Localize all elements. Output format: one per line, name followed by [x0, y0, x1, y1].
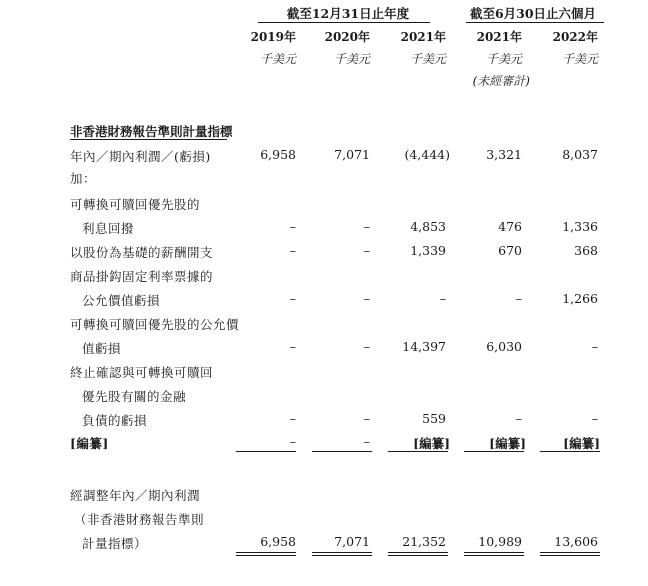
cell-value: – [515, 411, 522, 426]
cell-value: 4,853 [410, 219, 446, 234]
row-label-pref-fv-cont: 值虧損 [82, 341, 122, 356]
cell-value: – [289, 411, 296, 426]
group-header-years: 截至12月31日止年度 [286, 6, 410, 21]
total-double-underline [312, 552, 372, 556]
row-label-adjusted-cont: （非香港財務報告準則 [74, 512, 205, 527]
cell-value: 14,397 [402, 339, 446, 354]
row-label-pref-fv: 可轉換可贖回優先股的公允價 [70, 317, 240, 332]
subtotal-underline [236, 451, 296, 452]
col-header-note: (未經審計) [472, 74, 530, 88]
col-header-year: 2019年 [250, 30, 296, 44]
cell-value: 368 [574, 243, 598, 258]
row-label-adjusted: 經調整年內／期內利潤 [70, 488, 201, 503]
cell-value: 476 [498, 219, 522, 234]
cell-value-redacted: [編纂] [489, 436, 526, 451]
col-header-year: 2021年 [400, 30, 446, 44]
cell-value: – [363, 434, 370, 449]
col-header-unit: 千美元 [485, 52, 522, 66]
total-double-underline [464, 552, 524, 556]
cell-value-total: 13,606 [554, 534, 598, 549]
row-label-pref-interest-cont: 利息回撥 [82, 221, 135, 236]
section-title: 非香港財務報告準則計量指標 [70, 124, 233, 139]
row-label-share-comp: 以股份為基礎的薪酬開支 [70, 245, 214, 260]
col-header-unit: 千美元 [259, 52, 296, 66]
cell-value: – [363, 243, 370, 258]
cell-value: – [363, 219, 370, 234]
subtotal-underline [464, 451, 524, 452]
total-double-underline [236, 552, 296, 556]
row-label-notes-cont: 公允價值虧損 [82, 293, 161, 308]
row-label-pref-interest: 可轉換可贖回優先股的 [70, 197, 201, 212]
subtotal-underline [312, 451, 372, 452]
row-label-profit: 年內／期內利潤／(虧損) [70, 149, 211, 164]
cell-value: 6,958 [260, 147, 296, 162]
cell-value: 559 [422, 411, 446, 426]
total-double-underline [540, 552, 600, 556]
cell-value: – [289, 219, 296, 234]
cell-value: – [363, 339, 370, 354]
row-label-add: 加： [70, 171, 97, 186]
col-header-unit: 千美元 [333, 52, 370, 66]
row-label-adjusted-cont: 計量指標） [82, 536, 148, 551]
cell-value: – [515, 291, 522, 306]
row-label-redacted: [編纂] [70, 436, 109, 451]
section-title-underline [70, 139, 227, 140]
cell-value-redacted: [編纂] [413, 436, 450, 451]
row-label-notes: 商品掛鈎固定利率票據的 [70, 269, 214, 284]
cell-value: 6,030 [486, 339, 522, 354]
cell-value-total: 10,989 [478, 534, 522, 549]
subtotal-underline [540, 451, 600, 452]
cell-value: – [289, 291, 296, 306]
cell-value: – [591, 339, 598, 354]
cell-value: 7,071 [334, 147, 370, 162]
row-label-derecog-cont: 優先股有關的金融 [82, 389, 187, 404]
group-header-sixmonths-rule [466, 22, 604, 23]
group-header-sixmonths: 截至6月30日止六個月 [469, 6, 597, 21]
col-header-unit: 千美元 [561, 52, 598, 66]
cell-value: – [289, 243, 296, 258]
cell-value: – [363, 291, 370, 306]
cell-value: 1,336 [562, 219, 598, 234]
cell-value: 3,321 [486, 147, 522, 162]
cell-value-total: 7,071 [334, 534, 370, 549]
cell-value: 8,037 [562, 147, 598, 162]
cell-value: – [289, 434, 296, 449]
col-header-unit: 千美元 [409, 52, 446, 66]
cell-value-redacted: [編纂] [563, 436, 600, 451]
col-header-year: 2021年 [476, 30, 522, 44]
cell-value-total: 21,352 [402, 534, 446, 549]
group-header-years-rule [258, 22, 430, 23]
cell-value: – [289, 339, 296, 354]
cell-value: 1,339 [410, 243, 446, 258]
cell-value: (4,444) [404, 147, 450, 162]
subtotal-underline [388, 451, 448, 452]
row-label-derecog: 終止確認與可轉換可贖回 [70, 365, 214, 380]
cell-value: 1,266 [562, 291, 598, 306]
col-header-year: 2020年 [324, 30, 370, 44]
cell-value: 670 [498, 243, 522, 258]
cell-value: – [363, 411, 370, 426]
cell-value: – [591, 411, 598, 426]
cell-value-total: 6,958 [260, 534, 296, 549]
cell-value: – [439, 291, 446, 306]
row-label-derecog-cont: 負債的虧損 [82, 413, 148, 428]
total-double-underline [388, 552, 448, 556]
col-header-year: 2022年 [552, 30, 598, 44]
